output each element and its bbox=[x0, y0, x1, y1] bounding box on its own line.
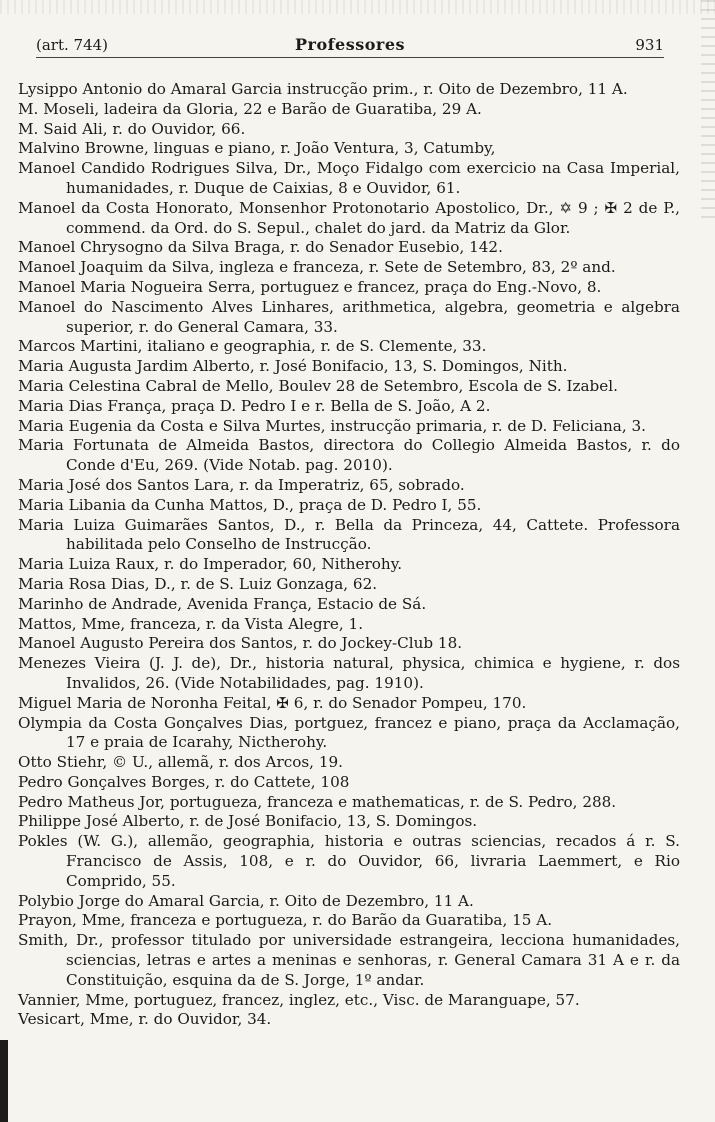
list-item: Maria José dos Santos Lara, r. da Imperatriz, 65, sobrado. bbox=[18, 475, 465, 494]
list-item: Lysippo Antonio do Amaral Garcia instrucção prim., r. Oito de Dezembro, 11 A. bbox=[18, 80, 628, 98]
list-item: Prayon, Mme, franceza e portugueza, r. do Barão da Guaratiba, 15 A. bbox=[18, 911, 553, 930]
entry-list bbox=[18, 80, 680, 1030]
list-item: Pokles (W. G.), allemão, geographia, historia e outras sciencias, recados á r. S. Francisco de Assis, 108, e r. do Ouvidor, 66, livraria Laemmert, e Rio Comprido, 55. bbox=[18, 832, 680, 890]
list-item: Maria Fortunata de Almeida Bastos, directora do Collegio Almeida Bastos, r. do Conde d'Eu, 269. (Vide Notab. pag. 2010). bbox=[18, 436, 680, 475]
list-item: M. Moseli, ladeira da Gloria, 22 e Barão de Guaratiba, 29 A. bbox=[18, 99, 482, 118]
list-item: Manoel Candido Rodrigues Silva, Dr., Moço Fidalgo com exercicio na Casa Imperial, humanidades, r. Duque de Caixias, 8 e Ouvidor, 61. bbox=[18, 159, 680, 197]
list-item: Maria Luiza Raux, r. do Imperador, 60, Nitherohy. bbox=[18, 555, 403, 574]
list-item: Maria Eugenia da Costa e Silva Murtes, instrucção primaria, r. de D. Feliciana, 3. bbox=[18, 416, 647, 435]
list-item: Manoel Joaquim da Silva, ingleza e franceza, r. Sete de Setembro, 83, 2º and. bbox=[18, 258, 616, 277]
list-item: Maria Luiza Guimarães Santos, D., r. Bella da Princeza, 44, Cattete. Professora habilitada pelo Conselho de Instrucção. bbox=[18, 515, 680, 554]
list-item: Olympia da Costa Gonçalves Dias, portguez, francez e piano, praça da Acclamação, 17 e praia de Icarahy, Nictherohy. bbox=[18, 713, 680, 752]
header-rule bbox=[36, 57, 664, 58]
list-item: Malvino Browne, linguas e piano, r. João Ventura, 3, Catumby, bbox=[18, 139, 496, 158]
list-item: M. Said Ali, r. do Ouvidor, 66. bbox=[18, 119, 246, 138]
list-item: Maria Dias França, praça D. Pedro I e r. Bella de S. João, A 2. bbox=[18, 396, 491, 415]
list-item: Manoel Augusto Pereira dos Santos, r. do Jockey-Club 18. bbox=[18, 634, 463, 653]
list-item: Marcos Martini, italiano e geographia, r. de S. Clemente, 33. bbox=[18, 337, 487, 356]
list-item: Marinho de Andrade, Avenida França, Estacio de Sá. bbox=[18, 594, 427, 613]
list-item: Maria Augusta Jardim Alberto, r. José Bonifacio, 13, S. Domingos, Nith. bbox=[18, 357, 568, 376]
scan-edge-right bbox=[701, 0, 715, 220]
list-item: Mattos, Mme, franceza, r. da Vista Alegre, 1. bbox=[18, 614, 364, 633]
list-item: Maria Rosa Dias, D., r. de S. Luiz Gonzaga, 62. bbox=[18, 574, 378, 593]
list-item: Manoel da Costa Honorato, Monsenhor Protonotario Apostolico, Dr., ✡ 9 ; ✠ 2 de P., commend. da Ord. do S. Sepul., chalet do jard. da Matriz da Glor. bbox=[18, 198, 680, 237]
list-item: Maria Celestina Cabral de Mello, Boulev 28 de Setembro, Escola de S. Izabel. bbox=[18, 376, 618, 395]
list-item: Polybio Jorge do Amaral Garcia, r. Oito de Dezembro, 11 A. bbox=[18, 891, 474, 910]
page-number: 931 bbox=[635, 36, 664, 54]
list-item: Manoel Chrysogno da Silva Braga, r. do Senador Eusebio, 142. bbox=[18, 238, 503, 257]
list-item: Manoel do Nascimento Alves Linhares, arithmetica, algebra, geometria e algebra superior, r. do General Camara, 33. bbox=[18, 297, 680, 336]
list-item: Otto Stiehr, © U., allemã, r. dos Arcos, 19. bbox=[18, 753, 343, 772]
page-header bbox=[36, 36, 664, 58]
list-item: Vannier, Mme, portuguez, francez, inglez, etc., Visc. de Maranguape, 57. bbox=[18, 990, 580, 1009]
list-item: Smith, Dr., professor titulado por universidade estrangeira, lecciona humanidades, sciencias, letras e artes a meninas e senhoras, r. General Camara 31 A e r. da Constituição, esquina da de S. Jorge, 1º andar. bbox=[18, 931, 680, 989]
list-item: Philippe José Alberto, r. de José Bonifacio, 13, S. Domingos. bbox=[18, 812, 478, 831]
list-item: Miguel Maria de Noronha Feital, ✠ 6, r. do Senador Pompeu, 170. bbox=[18, 693, 527, 712]
list-item: Vesicart, Mme, r. do Ouvidor, 34. bbox=[18, 1010, 272, 1029]
list-item: Menezes Vieira (J. J. de), Dr., historia natural, physica, chimica e hygiene, r. dos Invalidos, 26. (Vide Notabilidades, pag. 1910). bbox=[18, 654, 680, 692]
scan-noise-top bbox=[0, 0, 715, 14]
article-number: (art. 744) bbox=[36, 36, 109, 54]
list-item: Maria Libania da Cunha Mattos, D., praça de D. Pedro I, 55. bbox=[18, 495, 482, 514]
list-item: Pedro Gonçalves Borges, r. do Cattete, 108 bbox=[18, 772, 350, 791]
page-title: Professores bbox=[295, 35, 405, 54]
scan-edge-left bbox=[0, 1040, 8, 1122]
list-item: Pedro Matheus Jor, portugueza, franceza e mathematicas, r. de S. Pedro, 288. bbox=[18, 792, 617, 811]
list-item: Manoel Maria Nogueira Serra, portuguez e francez, praça do Eng.-Novo, 8. bbox=[18, 277, 602, 296]
